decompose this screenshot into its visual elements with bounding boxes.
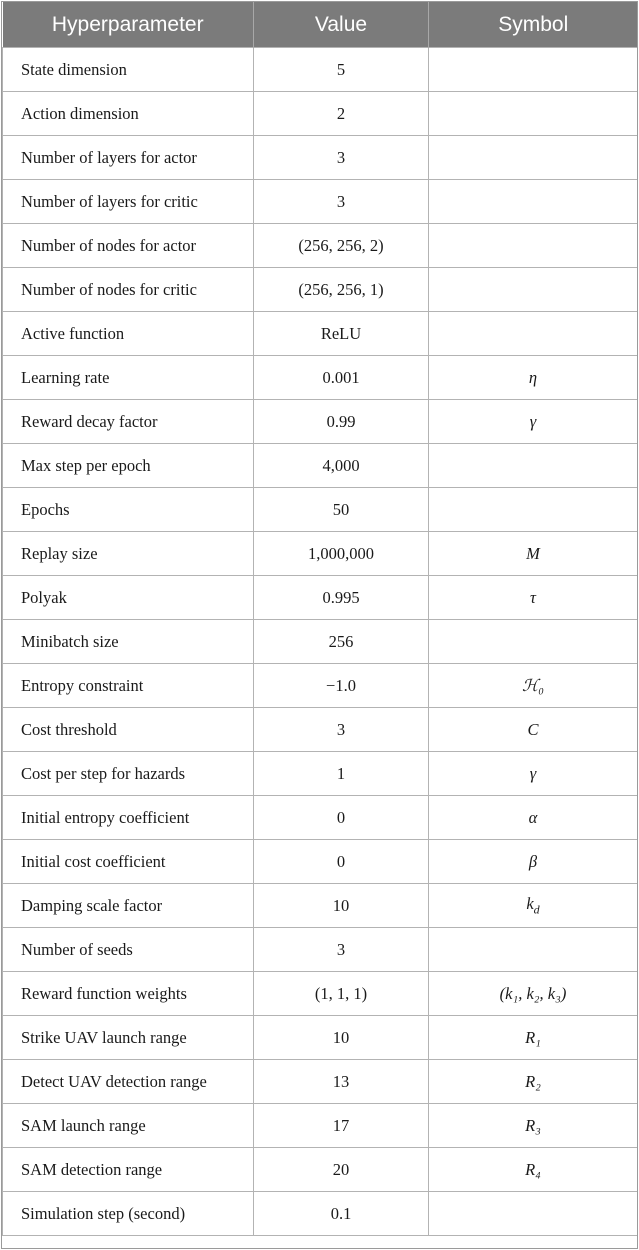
symbol-cell: $k_d$ xyxy=(429,884,638,928)
hyperparameter-cell: Number of nodes for actor xyxy=(3,224,254,268)
header-value: Value xyxy=(254,2,429,48)
table-row xyxy=(3,268,638,312)
value-cell: 0 xyxy=(254,840,429,884)
symbol-cell: R₄ xyxy=(429,1148,638,1192)
hyperparameter-cell: Number of seeds xyxy=(3,928,254,972)
value-cell: 0.99 xyxy=(254,400,429,444)
hyperparameter-cell: Active function xyxy=(3,312,254,356)
hyperparameter-cell: Detect UAV detection range xyxy=(3,1060,254,1104)
hyperparameter-cell: State dimension xyxy=(3,48,254,92)
hyperparameter-cell: Learning rate xyxy=(3,356,254,400)
hyperparameter-cell: Max step per epoch xyxy=(3,444,254,488)
symbol-cell: ℋ₀ xyxy=(429,664,638,708)
hyperparameter-cell: Number of layers for actor xyxy=(3,136,254,180)
hyperparameter-cell: Simulation step (second) xyxy=(3,1192,254,1236)
value-cell: 0.1 xyxy=(254,1192,429,1236)
value-cell: 3 xyxy=(254,708,429,752)
hyperparameter-cell: Initial entropy coefficient xyxy=(3,796,254,840)
table-header-row xyxy=(3,2,638,48)
table-row xyxy=(3,1148,638,1192)
symbol-cell xyxy=(429,136,638,180)
hyperparameter-cell: Minibatch size xyxy=(3,620,254,664)
symbol-cell xyxy=(429,620,638,664)
value-cell: 20 xyxy=(254,1148,429,1192)
table-row xyxy=(3,356,638,400)
value-cell: 10 xyxy=(254,884,429,928)
table-row xyxy=(3,1060,638,1104)
value-cell: −1.0 xyxy=(254,664,429,708)
hyperparameter-cell: Number of layers for critic xyxy=(3,180,254,224)
table-row xyxy=(3,400,638,444)
table-row xyxy=(3,972,638,1016)
hyperparameter-cell: Action dimension xyxy=(3,92,254,136)
hyperparameter-cell: Number of nodes for critic xyxy=(3,268,254,312)
symbol-cell: η xyxy=(429,356,638,400)
value-cell: (1, 1, 1) xyxy=(254,972,429,1016)
symbol-cell: C xyxy=(429,708,638,752)
table-row xyxy=(3,444,638,488)
value-cell: 256 xyxy=(254,620,429,664)
hyperparameter-cell: Reward decay factor xyxy=(3,400,254,444)
value-cell: 3 xyxy=(254,136,429,180)
symbol-cell xyxy=(429,444,638,488)
symbol-cell xyxy=(429,268,638,312)
hyperparameter-cell: SAM launch range xyxy=(3,1104,254,1148)
table-row xyxy=(3,180,638,224)
symbol-cell xyxy=(429,928,638,972)
table-row xyxy=(3,928,638,972)
value-cell: 17 xyxy=(254,1104,429,1148)
table-row xyxy=(3,884,638,928)
header-hyperparameter: Hyperparameter xyxy=(3,2,254,48)
table-row xyxy=(3,664,638,708)
table-row xyxy=(3,488,638,532)
table-row xyxy=(3,1192,638,1236)
value-cell: 2 xyxy=(254,92,429,136)
value-cell: 13 xyxy=(254,1060,429,1104)
table-row xyxy=(3,576,638,620)
value-cell: 0 xyxy=(254,796,429,840)
symbol-cell xyxy=(429,92,638,136)
hyperparameter-cell: Strike UAV launch range xyxy=(3,1016,254,1060)
table-row xyxy=(3,136,638,180)
value-cell: 1,000,000 xyxy=(254,532,429,576)
hyperparameter-table xyxy=(2,2,638,1236)
value-cell: 3 xyxy=(254,180,429,224)
symbol-cell: R₃ xyxy=(429,1104,638,1148)
value-cell: 0.001 xyxy=(254,356,429,400)
value-cell: 3 xyxy=(254,928,429,972)
symbol-cell xyxy=(429,180,638,224)
table-row xyxy=(3,752,638,796)
value-cell: (256, 256, 2) xyxy=(254,224,429,268)
table-body xyxy=(3,48,638,1236)
header-symbol: Symbol xyxy=(429,2,638,48)
symbol-cell: β xyxy=(429,840,638,884)
hyperparameter-cell: Cost per step for hazards xyxy=(3,752,254,796)
hyperparameter-cell: Reward function weights xyxy=(3,972,254,1016)
symbol-cell xyxy=(429,224,638,268)
symbol-cell: γ xyxy=(429,400,638,444)
hyperparameter-cell: Replay size xyxy=(3,532,254,576)
table-row xyxy=(3,620,638,664)
value-cell: 4,000 xyxy=(254,444,429,488)
hyperparameter-cell: Initial cost coefficient xyxy=(3,840,254,884)
table-row xyxy=(3,532,638,576)
symbol-cell xyxy=(429,488,638,532)
table-row xyxy=(3,796,638,840)
table-row xyxy=(3,1104,638,1148)
symbol-cell: R₂ xyxy=(429,1060,638,1104)
hyperparameter-cell: Cost threshold xyxy=(3,708,254,752)
hyperparameter-cell: Epochs xyxy=(3,488,254,532)
table-row xyxy=(3,840,638,884)
table-row xyxy=(3,708,638,752)
value-cell: (256, 256, 1) xyxy=(254,268,429,312)
table-row xyxy=(3,312,638,356)
hyperparameter-cell: SAM detection range xyxy=(3,1148,254,1192)
symbol-cell: τ xyxy=(429,576,638,620)
symbol-cell: γ xyxy=(429,752,638,796)
table-row xyxy=(3,48,638,92)
symbol-cell: M xyxy=(429,532,638,576)
value-cell: ReLU xyxy=(254,312,429,356)
symbol-cell xyxy=(429,48,638,92)
value-cell: 0.995 xyxy=(254,576,429,620)
hyperparameter-cell: Damping scale factor xyxy=(3,884,254,928)
symbol-cell xyxy=(429,1192,638,1236)
value-cell: 5 xyxy=(254,48,429,92)
value-cell: 50 xyxy=(254,488,429,532)
hyperparameter-cell: Polyak xyxy=(3,576,254,620)
symbol-cell: α xyxy=(429,796,638,840)
table-row xyxy=(3,1016,638,1060)
symbol-cell: (k₁, k₂, k₃) xyxy=(429,972,638,1016)
table-row xyxy=(3,92,638,136)
value-cell: 10 xyxy=(254,1016,429,1060)
value-cell: 1 xyxy=(254,752,429,796)
table-row xyxy=(3,224,638,268)
symbol-cell: R₁ xyxy=(429,1016,638,1060)
hyperparameter-cell: Entropy constraint xyxy=(3,664,254,708)
symbol-cell xyxy=(429,312,638,356)
